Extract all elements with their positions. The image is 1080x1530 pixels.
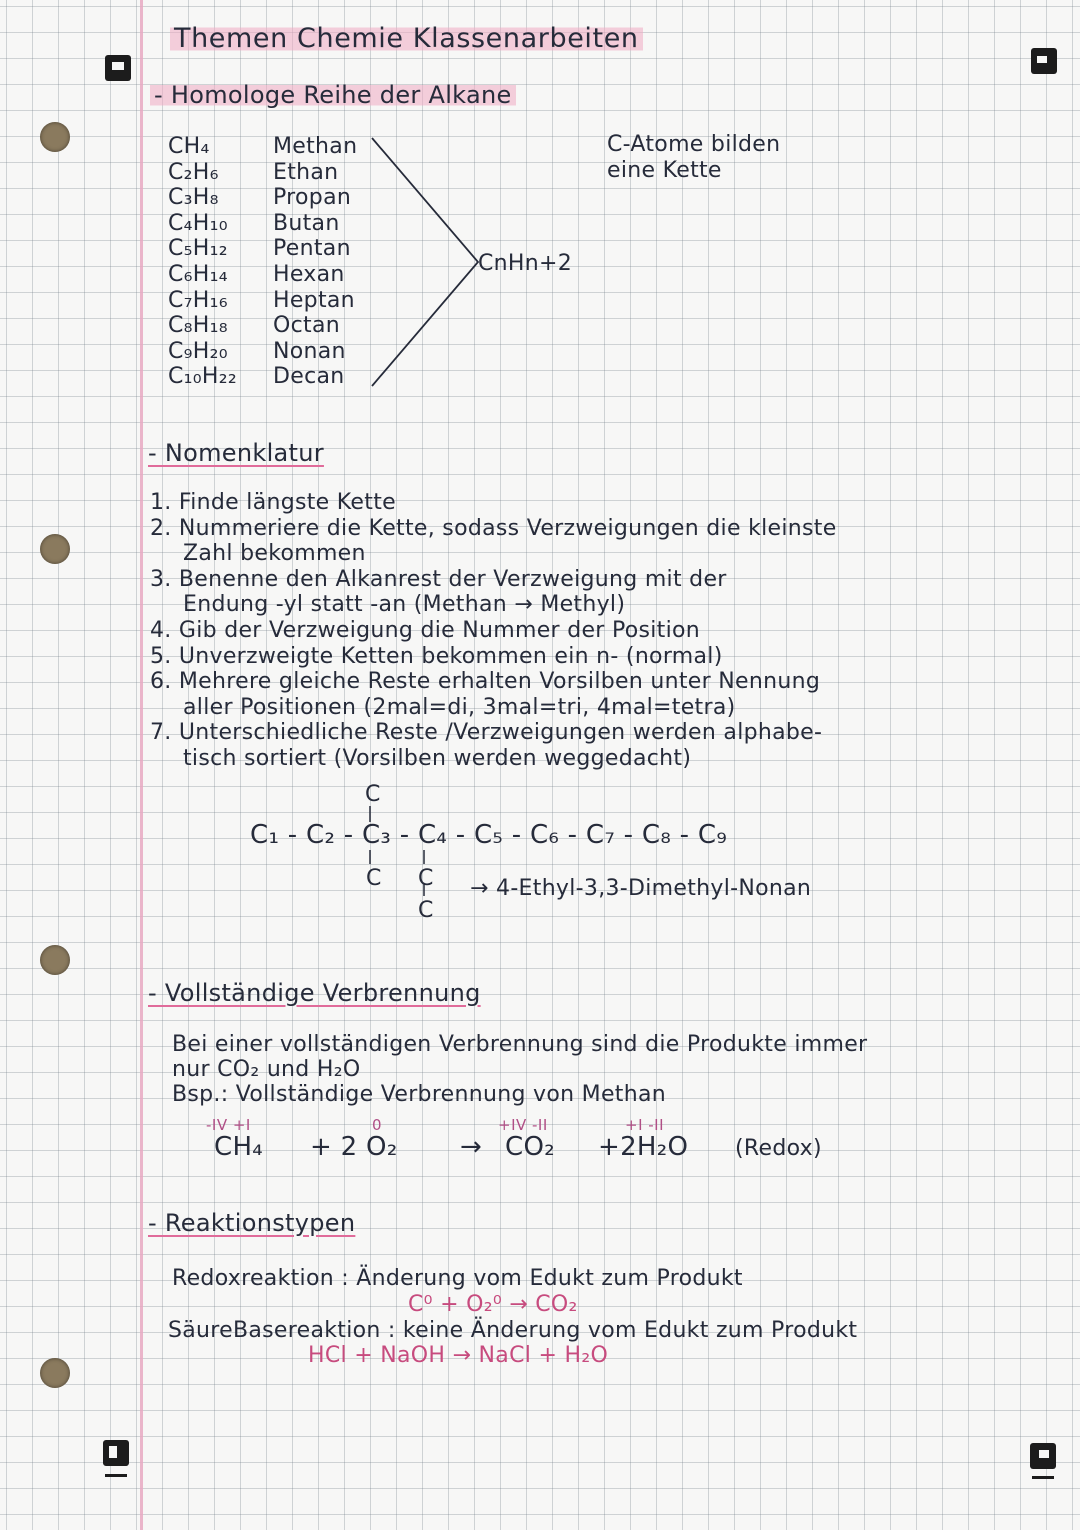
section-heading-verbrennung: - Vollständige Verbrennung bbox=[148, 979, 481, 1007]
structure-branch-c4-a: C bbox=[418, 866, 434, 891]
nomenklatur-rule-line: Endung -yl statt -an (Methan → Methyl) bbox=[183, 592, 626, 618]
nomenklatur-rule-line: 3. Benenne den Alkanrest der Verzweigung mit der bbox=[150, 566, 727, 592]
alkane-formula: C₁₀H₂₂ bbox=[168, 364, 237, 390]
redox-example-equation: C⁰ + O₂⁰ → CO₂ bbox=[408, 1292, 578, 1317]
alkane-name: Nonan bbox=[273, 338, 346, 364]
alkane-formula: C₈H₁₈ bbox=[168, 313, 228, 339]
alkane-name: Pentan bbox=[273, 236, 351, 262]
saeure-base-example-equation: HCl + NaOH → NaCl + H₂O bbox=[308, 1343, 609, 1368]
verbrennung-line-3: Bsp.: Vollständige Verbrennung von Methan bbox=[172, 1082, 666, 1107]
corner-tick bbox=[1032, 1476, 1054, 1479]
equation-reactant-o2: + 2 O₂ bbox=[310, 1132, 398, 1162]
oxidation-numbers-ch4: -IV +I bbox=[206, 1116, 251, 1134]
alkane-note-line-2: eine Kette bbox=[607, 158, 722, 183]
alkane-formula: CH₄ bbox=[168, 134, 210, 159]
equation-product-co2: CO₂ bbox=[505, 1132, 555, 1162]
corner-tick bbox=[105, 1474, 127, 1477]
nomenklatur-rule-line: aller Positionen (2mal=di, 3mal=tri, 4mal=tetra) bbox=[183, 694, 736, 720]
margin-line bbox=[140, 0, 143, 1530]
redox-definition: Redoxreaktion : Änderung vom Edukt zum Produkt bbox=[172, 1266, 743, 1291]
nomenklatur-rule-line: tisch sortiert (Vorsilben werden weggedacht) bbox=[183, 746, 692, 771]
binder-hole bbox=[40, 122, 70, 152]
nomenklatur-rule-line: 2. Nummeriere die Kette, sodass Verzweigungen die kleinste bbox=[150, 515, 837, 541]
saeure-base-definition: SäureBasereaktion : keine Änderung vom Edukt zum Produkt bbox=[168, 1318, 858, 1343]
structure-branch-top: C bbox=[365, 782, 381, 807]
equation-redox-tag: (Redox) bbox=[735, 1136, 822, 1161]
general-formula: CnHn+2 bbox=[478, 251, 573, 276]
alkane-formula: C₇H₁₆ bbox=[168, 287, 228, 313]
alkane-formula: C₃H₈ bbox=[168, 185, 219, 211]
nomenklatur-rule-line: 6. Mehrere gleiche Reste erhalten Vorsilben unter Nennung bbox=[150, 669, 821, 695]
corner-marker-top-right bbox=[1031, 48, 1057, 74]
alkane-formula: C₉H₂₀ bbox=[168, 338, 228, 364]
alkane-name: Ethan bbox=[273, 159, 339, 185]
structure-branch-c3: C bbox=[366, 866, 382, 891]
page-title: Themen Chemie Klassenarbeiten bbox=[170, 26, 643, 52]
alkane-formula: C₅H₁₂ bbox=[168, 236, 228, 262]
nomenklatur-rule-line: 1. Finde längste Kette bbox=[150, 490, 396, 515]
binder-hole bbox=[40, 945, 70, 975]
oxidation-numbers-co2: +IV -II bbox=[498, 1116, 548, 1134]
section-heading-alkane: - Homologe Reihe der Alkane bbox=[150, 82, 516, 108]
alkane-name: Decan bbox=[273, 364, 345, 390]
equation-arrow: → bbox=[460, 1132, 483, 1162]
verbrennung-line-2: nur CO₂ und H₂O bbox=[172, 1057, 361, 1082]
alkane-note-line-1: C-Atome bilden bbox=[607, 132, 781, 157]
structure-result-name: → 4-Ethyl-3,3-Dimethyl-Nonan bbox=[470, 876, 812, 901]
nomenklatur-rule-line: Zahl bekommen bbox=[183, 541, 366, 567]
binder-hole bbox=[40, 534, 70, 564]
alkane-formula: C₆H₁₄ bbox=[168, 262, 228, 287]
corner-marker-bottom-right bbox=[1030, 1443, 1056, 1469]
section-heading-reaktionstypen: - Reaktionstypen bbox=[148, 1209, 356, 1237]
section-heading-nomenklatur: - Nomenklatur bbox=[148, 439, 324, 467]
oxidation-numbers-h2o: +I -II bbox=[625, 1116, 665, 1134]
nomenklatur-rule-line: 7. Unterschiedliche Reste /Verzweigungen werden alphabe- bbox=[150, 720, 823, 746]
nomenklatur-rule-line: 5. Unverzweigte Ketten bekommen ein n- (normal) bbox=[150, 643, 723, 669]
alkane-name: Heptan bbox=[273, 287, 355, 313]
alkane-name: Hexan bbox=[273, 262, 345, 287]
alkane-name: Butan bbox=[273, 210, 340, 236]
corner-marker-top-left bbox=[105, 55, 131, 81]
alkane-name: Propan bbox=[273, 185, 352, 211]
equation-reactant-ch4: CH₄ bbox=[214, 1132, 264, 1162]
binder-hole bbox=[40, 1358, 70, 1388]
verbrennung-line-1: Bei einer vollständigen Verbrennung sind die Produkte immer bbox=[172, 1032, 868, 1057]
structure-branch-c4-b: C bbox=[418, 898, 434, 923]
structure-main-chain: C₁ - C₂ - C₃ - C₄ - C₅ - C₆ - C₇ - C₈ - C₉ bbox=[250, 820, 728, 850]
corner-marker-bottom-left bbox=[103, 1440, 129, 1466]
oxidation-numbers-o2: 0 bbox=[372, 1116, 383, 1134]
alkane-name: Octan bbox=[273, 313, 340, 339]
equation-product-h2o: +2H₂O bbox=[598, 1132, 689, 1162]
alkane-formula: C₂H₆ bbox=[168, 159, 219, 185]
nomenklatur-rule-line: 4. Gib der Verzweigung die Nummer der Position bbox=[150, 618, 700, 643]
alkane-formula: C₄H₁₀ bbox=[168, 210, 228, 236]
alkane-name: Methan bbox=[273, 134, 358, 159]
